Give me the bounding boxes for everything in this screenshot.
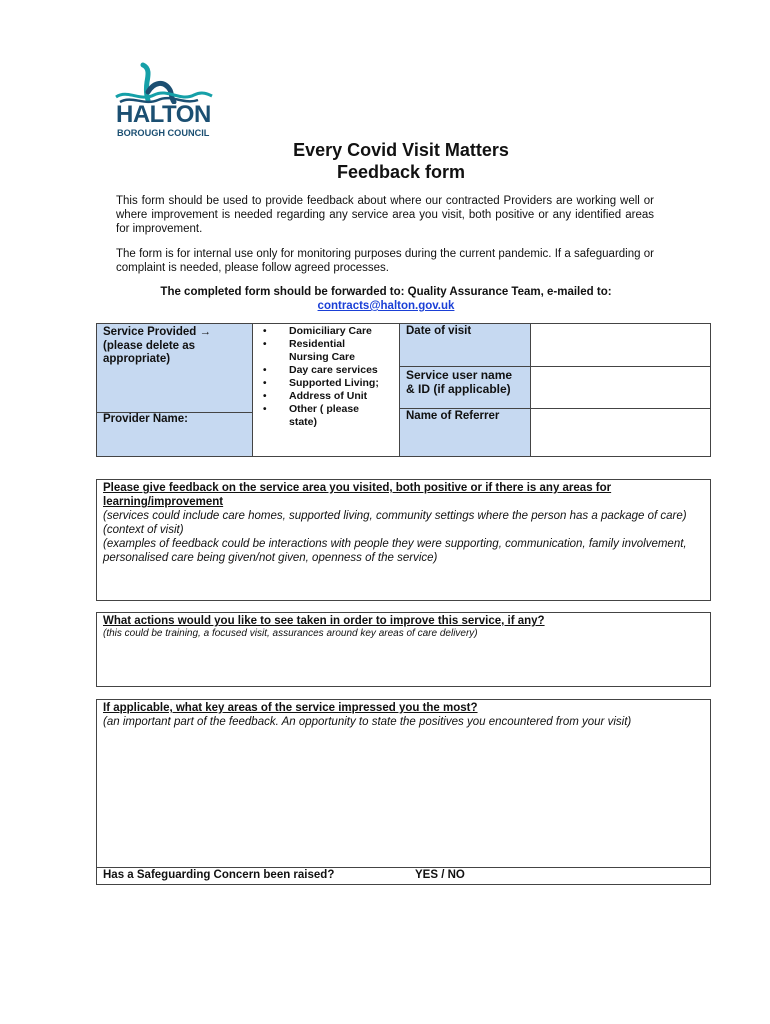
referrer-label-cell <box>400 408 531 456</box>
actions-note: (this could be training, a focused visit, assurances around key areas of care delivery) <box>103 628 478 639</box>
service-option[interactable]: • Address of Unit <box>255 390 395 403</box>
service-provided-note: (please delete as appropriate) <box>103 339 196 365</box>
provider-name-cell[interactable] <box>97 412 253 456</box>
logo-subtitle: BOROUGH COUNCIL <box>117 128 210 138</box>
referrer-field[interactable] <box>531 408 710 456</box>
service-option[interactable]: • Domiciliary Care <box>255 325 395 338</box>
date-of-visit-field[interactable] <box>531 324 710 366</box>
safeguarding-row <box>97 867 710 884</box>
safeguarding-answer[interactable]: YES / NO <box>415 869 465 881</box>
feedback-note-context: (context of visit) <box>103 524 184 536</box>
forward-text: The completed form should be forwarded to: Quality Assurance Team, e-mailed to: <box>160 286 612 298</box>
page-subtitle: Feedback form <box>336 162 466 182</box>
logo-wordmark: HALTON <box>116 101 211 128</box>
provider-name-label: Provider Name: <box>103 413 189 425</box>
actions-heading: What actions would you like to see taken in order to improve this service, if any? <box>103 615 545 627</box>
contact-email-link[interactable]: contracts@halton.gov.uk <box>317 300 455 312</box>
halton-h-mark-icon <box>114 62 214 104</box>
referrer-label: Name of Referrer <box>406 410 500 422</box>
service-provided-cell <box>97 324 253 412</box>
service-option[interactable]: • Residential Nursing Care <box>255 338 369 364</box>
feedback-note-services: (services could include care homes, supported living, community settings where the person has a package of care) <box>103 510 687 522</box>
safeguarding-question: Has a Safeguarding Concern been raised? <box>103 869 335 881</box>
forward-instructions <box>96 285 676 313</box>
impressed-box[interactable] <box>96 699 711 885</box>
service-user-label: Service user name & ID (if applicable) <box>406 368 513 396</box>
actions-box[interactable] <box>96 612 711 687</box>
service-provided-label: Service Provided → <box>103 326 212 338</box>
feedback-note-examples: (examples of feedback could be interactions with people they were supporting, communication, family involvement, personalised care being given/not given, openness of the service) <box>103 538 687 564</box>
service-user-label-cell <box>400 366 531 408</box>
service-option[interactable]: • Other ( please state) <box>255 403 369 429</box>
service-option[interactable]: • Supported Living; <box>255 377 395 390</box>
feedback-heading: Please give feedback on the service area you visited, both positive or if there is any areas for learning/improvement <box>103 482 612 508</box>
impressed-heading: If applicable, what key areas of the service impressed you the most? <box>103 702 478 714</box>
service-user-field[interactable] <box>531 366 710 408</box>
visit-details-table <box>96 323 711 457</box>
date-of-visit-label-cell <box>400 324 531 366</box>
intro-paragraph-2: The form is for internal use only for monitoring purposes during the current pandemic. If a safeguarding or complaint is needed, please follow agreed processes. <box>116 248 654 274</box>
page-title: Every Covid Visit Matters <box>293 140 509 160</box>
feedback-box[interactable] <box>96 479 711 601</box>
intro-paragraph-1: This form should be used to provide feedback about where our contracted Providers are working well or where improvement is needed regarding any service area you visit, both positive or any identified areas for improvement. <box>116 195 654 235</box>
service-option[interactable]: • Day care services <box>255 364 395 377</box>
date-of-visit-label: Date of visit <box>406 325 472 337</box>
service-options-list <box>255 325 395 429</box>
impressed-note: (an important part of the feedback. An opportunity to state the positives you encountered from your visit) <box>103 716 632 728</box>
halton-logo <box>114 62 214 142</box>
